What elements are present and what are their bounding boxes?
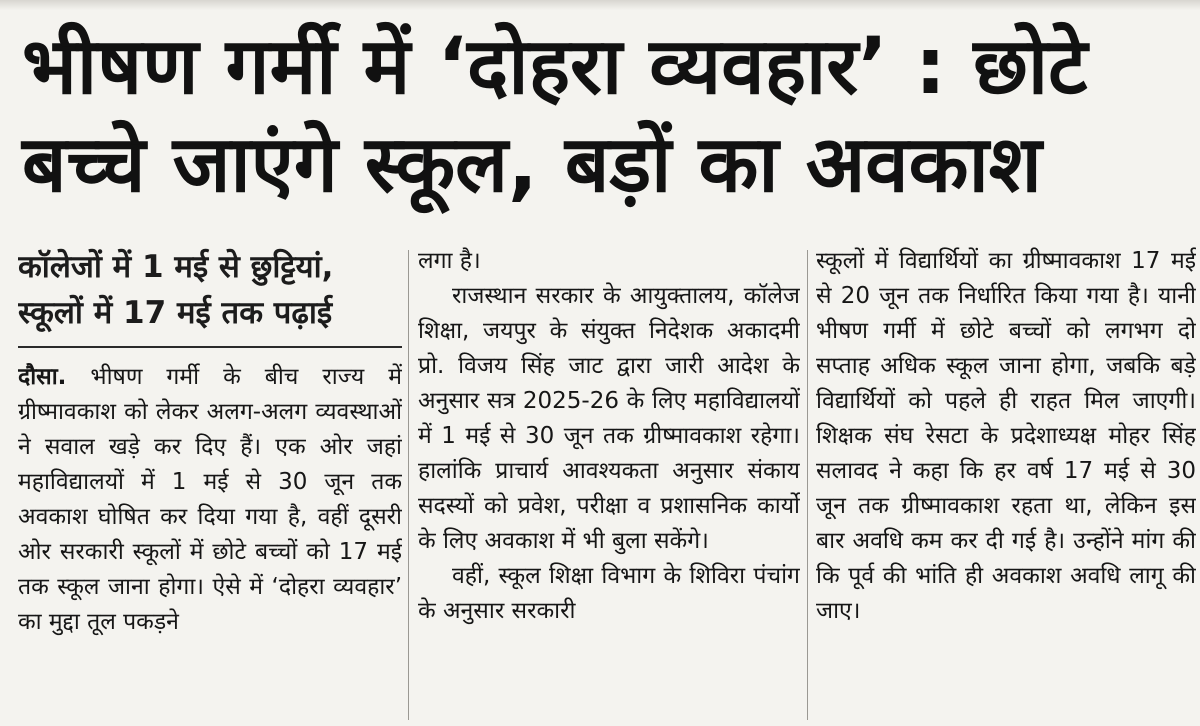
column-divider-1 (408, 250, 409, 720)
subheadline-line-1: कॉलेजों में 1 मई से छुट्टियां, (18, 249, 334, 285)
dateline: दौसा. (18, 364, 67, 390)
headline-line-2: बच्चे जाएंगे स्कूल, बड़ों का अवकाश (22, 120, 1042, 210)
top-edge-shadow (0, 0, 1200, 10)
subheadline (18, 244, 402, 336)
article-column-3 (816, 244, 1196, 726)
column-2-paragraph-3: वहीं, स्कूल शिक्षा विभाग के शिविरा पंचांग के अनुसार सरकारी (418, 563, 800, 624)
subheadline-rule (18, 346, 402, 348)
column-1-text: भीषण गर्मी के बीच राज्य में ग्रीष्मावकाश को लेकर अलग-अलग व्यवस्थाओं ने सवाल खड़े कर दिए हैं। एक ओर जहां महाविद्यालयों में 1 मई से 30 जून तक अवकाश घोषित कर दिया गया है, वहीं दूसरी ओर सरकारी स्कूलों में छोटे बच्चों को 17 मई तक स्कूल जाना होगा। ऐसे में ‘दोहरा व्यवहार’ का मुद्दा तूल पकड़ने (18, 364, 402, 635)
article-column-2 (418, 244, 800, 726)
column-3-body: स्कूलों में विद्यार्थियों का ग्रीष्मावकाश 17 मई से 20 जून तक निर्धारित किया गया है। यानी भीषण गर्मी में छोटे बच्चों को लगभग दो सप्ताह अधिक स्कूल जाना होगा, जबकि बड़े विद्यार्थियों को पहले ही राहत मिल जाएगी।शिक्षक संघ रेसटा के प्रदेशाध्यक्ष मोहर सिंह सलावद ने कहा कि हर वर्ष 17 मई से 30 जून तक ग्रीष्मावकाश रहता था, लेकिन इस बार अवधि कम कर दी गई है। उन्होंने मांग की कि पूर्व की भांति ही अवकाश अवधि लागू की जाए। (816, 248, 1196, 624)
subheadline-line-2: स्कूलों में 17 मई तक पढ़ाई (18, 295, 333, 331)
article-column-1 (18, 244, 402, 726)
column-2-paragraph-1: लगा है। (418, 248, 481, 274)
headline-line-1: भीषण गर्मी में ‘दोहरा व्यवहार’ : छोटे (22, 22, 1088, 112)
column-1-body (18, 360, 402, 640)
column-divider-2 (807, 250, 808, 720)
headline (22, 18, 1192, 214)
column-2-paragraph-2: राजस्थान सरकार के आयुक्तालय, कॉलेज शिक्षा, जयपुर के संयुक्त निदेशक अकादमी प्रो. विजय सिंह जाट द्वारा जारी आदेश के अनुसार सत्र 2025-26 के लिए महाविद्यालयों में 1 मई से 30 जून तक ग्रीष्मावकाश रहेगा। हालांकि प्राचार्य आवश्यकता अनुसार संकाय सदस्यों को प्रवेश, परीक्षा व प्रशासनिक कार्यो के लिए अवकाश में भी बुला सकेंगे। (418, 283, 800, 554)
